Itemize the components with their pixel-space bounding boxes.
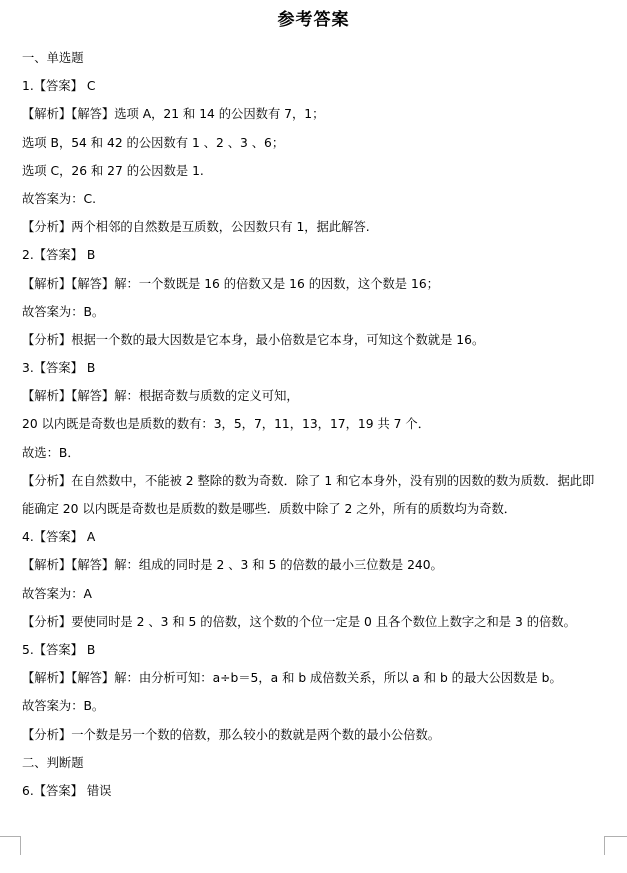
answer-line: 5.【答案】 B — [22, 642, 96, 657]
analysis-line: 【分析】在自然数中，不能被 2 整除的数为奇数．除了 1 和它本身外，没有别的因数的数为质数．据此即 — [22, 473, 595, 488]
conclusion-line: 故选：B． — [22, 445, 80, 460]
page-title: 参考答案 — [277, 10, 350, 30]
analysis-line: 【分析】一个数是另一个数的倍数，那么较小的数就是两个数的最小公倍数。 — [22, 727, 441, 742]
answer-line: 4.【答案】 A — [22, 530, 96, 545]
answer-line: 6.【答案】 错误 — [22, 783, 112, 798]
explanation-line: 选项 C，26 和 27 的公因数是 1. — [22, 163, 204, 178]
explanation-line: 选项 B，54 和 42 的公因数有 1 、2 、3 、6； — [22, 135, 285, 150]
explanation-line: 【解析】【解答】解：根据奇数与质数的定义可知， — [22, 389, 299, 404]
explanation-line: 【解析】【解答】解：组成的同时是 2 、3 和 5 的倍数的最小三位数是 240。 — [22, 558, 443, 573]
conclusion-line: 故答案为：B。 — [22, 699, 105, 714]
analysis-line: 【分析】根据一个数的最大因数是它本身，最小倍数是它本身，可知这个数就是 16。 — [22, 332, 485, 347]
explanation-line: 【解析】【解答】解：一个数既是 16 的倍数又是 16 的因数，这个数是 16； — [22, 276, 439, 291]
section-heading-single-choice: 一、单选题 — [22, 51, 84, 65]
answer-line: 1.【答案】 C — [22, 79, 96, 94]
conclusion-line: 故答案为：C. — [22, 191, 96, 206]
conclusion-line: 故答案为：B。 — [22, 304, 105, 319]
analysis-line-continued: 能确定 20 以内既是奇数也是质数的数是哪些．质数中除了 2 之外，所有的质数均为奇数． — [22, 502, 517, 516]
page-corner-mark-right — [604, 836, 627, 855]
analysis-line: 【分析】两个相邻的自然数是互质数，公因数只有 1，据此解答. — [22, 220, 370, 235]
answer-content — [22, 44, 607, 805]
explanation-line: 20 以内既是奇数也是质数的数有：3，5，7，11，13，17，19 共 7 个． — [22, 417, 430, 432]
page-corner-mark-left — [0, 836, 21, 855]
answer-line: 2.【答案】 B — [22, 248, 96, 263]
section-heading-true-false: 二、判断题 — [22, 755, 84, 770]
answer-line: 3.【答案】 B — [22, 361, 96, 376]
explanation-line: 【解析】【解答】解：由分析可知：a÷b＝5，a 和 b 成倍数关系，所以 a 和 b 的最大公因数是 b。 — [22, 671, 562, 686]
conclusion-line: 故答案为：A — [22, 586, 92, 601]
explanation-line: 【解析】【解答】选项 A，21 和 14 的公因数有 7，1； — [22, 107, 325, 122]
analysis-line: 【分析】要使同时是 2 、3 和 5 的倍数，这个数的个位一定是 0 且各个数位上数字之和是 3 的倍数。 — [22, 614, 576, 629]
